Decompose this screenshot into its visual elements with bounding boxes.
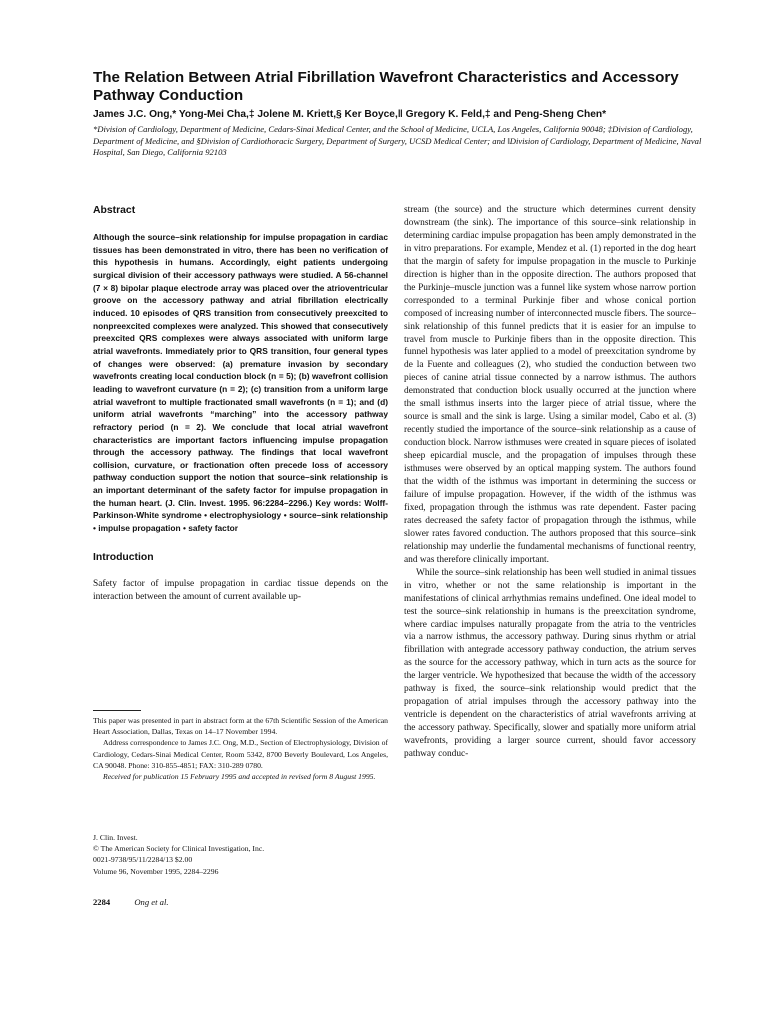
journal-name: J. Clin. Invest. [93, 833, 138, 842]
author-affiliations: *Division of Cardiology, Department of Medicine, Cedars-Sinai Medical Center, and the School of Medicine, UCLA, Los Angeles, California 90048; ‡Division of Cardiology, Department of Medicine, and §Division of Cardiothoracic Surgery, Department of Surgery, UCSD Medical Center; and ‖Division of Cardiology, Department of Medicine, Naval Hospital, San Diego, California 92103 [93, 124, 702, 158]
introduction-paragraph-2: While the source–sink relationship has been well studied in animal tissues in vitro, whether or not the same relationship is important in the manifestations of clinical arrhythmias remains undefined. One ideal model to test the source–sink relationship in humans is the preexcitation syndrome, where cardiac impulses naturally propagate from the atria to the ventricles via a narrow isthmus, the accessory pathway. During sinus rhythm or atrial fibrillation with antegrade accessory pathway conduction, the atrium serves as the source for the accessory pathway, which in turn acts as the source for the larger ventricle. We hypothesized that because the width of the accessory pathway is fixed, the source–sink relationship would predict that the propagation of atrial impulses through the accessory pathway into the ventricle is dependent on the characteristics of atrial wavefronts arriving at the accessory pathway. Specifically, slower and spatially more uniform atrial wavefronts, providing a larger source current, should favor accessory pathway conduc- [404, 567, 696, 760]
journal-copyright: © The American Society for Clinical Investigation, Inc. [93, 844, 265, 854]
introduction-text-continued: stream (the source) and the structure which determines current density downstream (the sink). The importance of this source–sink relationship in determining cardiac impulse propagation has been amply demonstrated in the in vitro preparations. For example, Mendez et al. (1) reported in the dog heart that the margin of safety for impulse propagation in the muscle to Purkinje direction is higher than in the opposite direction. The authors proposed that the Purkinje–muscle junction was a funnel like system whose narrow portion corresponded to a terminal Purkinje fiber and whose conical portion composed of increasing number of interconnected muscle fibers. The source–sink relationship of this funnel predicts that it is easier for an impulse to travel from muscle to Purkinje fibers than in the opposite direction. This funnel hypothesis was later applied to a model of preexcitation syndrome by de la Fuente and colleagues (2), who studied the conduction between two pieces of canine atrial tissue connected by a narrow isthmus. The authors demonstrated that conduction block usually occurred at the junction where the small isthmus inserts into the larger piece of atrial tissue, where the source is small and the sink is large. Using a similar model, Cabo et al. (3) recently studied the importance of the source–sink relationship as a cause of conduction block. Narrow isthmuses were created in square pieces of isolated sheep epicardial muscle, and the propagation of impulses through these isthmuses were observed by an optical mapping system. The authors found that the width of the isthmus was important in determining the success or failure of impulse propagation. However, if the width of the isthmus was fixed, propagation through the isthmus was rate dependent. Faster pacing rates decreased the safety factor of propagation through the isthmus, while slower rates favored conduction. The authors proposed that this source–sink relationship may underlie the fundamental mechanisms of functional reentry, and was therefore clinically important. [404, 205, 696, 565]
journal-volume: Volume 96, November 1995, 2284–2296 [93, 866, 219, 876]
right-column [404, 204, 696, 761]
introduction-heading: Introduction [93, 551, 154, 563]
journal-issn: 0021-9738/95/11/2284/13 $2.00 [93, 855, 193, 865]
journal-info [93, 832, 388, 877]
footnote-correspondence: Address correspondence to James J.C. Ong, M.D., Section of Electrophysiology, Division of Cardiology, Cedars-Sinai Medical Center, Room 5342, 8700 Beverly Boulevard, Los Angeles, CA 90048. Phone: 310-855-4851; FAX: 310-289 0780. [93, 738, 388, 770]
abstract-heading: Abstract [93, 205, 136, 216]
introduction-text-start: Safety factor of impulse propagation in cardiac tissue depends on the interaction between the amount of current available up- [93, 578, 388, 602]
footnote-rule [93, 710, 141, 711]
footnote-received: Received for publication 15 February 1995 and accepted in revised form 8 August 1995. [103, 772, 376, 782]
page-footer [93, 897, 168, 908]
abstract-text: Although the source–sink relationship for impulse propagation in cardiac tissues has been demonstrated in vitro, there has been no verification of this hypothesis in humans. Accordingly, eight patients undergoing surgical division of their accessory pathways were studied. A 56-channel (7 × 8) bipolar plaque electrode array was placed over the atrioventricular groove on the accessory pathway and atrial fibrillation electrically induced. 10 episodes of QRS transition from consecutively preexcited to nonpreexcited complexes were analyzed. This showed that consecutively preexcited QRS complexes were always associated with uniform large atrial wavefronts. Immediately prior to QRS transition, four general types of changes were observed: (a) premature invasion by secondary wavefronts creating local conduction block (n = 5); (b) wavefront collision leading to wavefront curvature (n = 2); (c) transition from a uniform large atrial wavefront to multiple fractionated small wavefronts (n = 1); and (d) uniform atrial wavefronts “marching” into the accessory pathway refractory period (n = 2). We conclude that local atrial wavefront characteristics are important factors influencing impulse propagation through the accessory pathway. The findings that local wavefront collision, curvature, or fractionation often precede loss of accessory pathway conduction support the notion that source–sink relationship is an important determinant of the safety factor for impulse propagation in the human heart. (J. Clin. Invest. 1995. 96:2284–2296.) Key words: Wolff-Parkinson-White syndrome • electrophysiology • source–sink relationship • impulse propagation • safety factor [93, 232, 388, 534]
author-list: James J.C. Ong,* Yong-Mei Cha,‡ Jolene M. Kriett,§ Ker Boyce,‖ Gregory K. Feld,‡ and Peng-Sheng Chen* [93, 109, 607, 120]
running-head: Ong et al. [134, 897, 169, 907]
page-number: 2284 [93, 897, 111, 907]
article-title: The Relation Between Atrial Fibrillation Wavefront Characteristics and Accessory Pathway Conduction [93, 69, 679, 104]
footnotes [93, 715, 388, 782]
footnote-presented: This paper was presented in part in abstract form at the 67th Scientific Session of the American Heart Association, Dallas, Texas on 14–17 November 1994. [93, 716, 388, 737]
left-column [93, 204, 388, 604]
